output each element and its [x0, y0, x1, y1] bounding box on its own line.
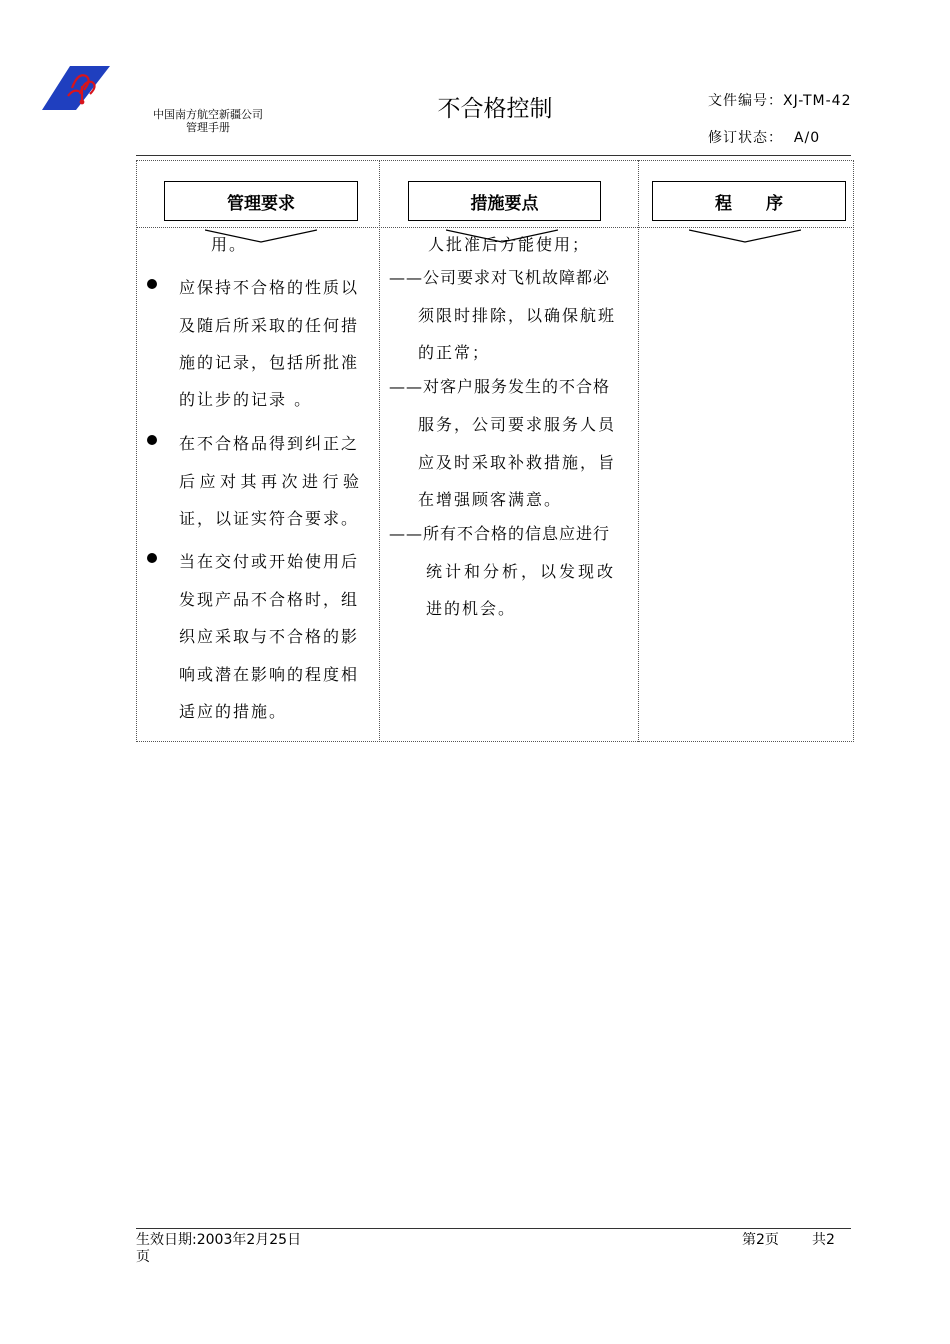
revision-value: A/0 [793, 130, 821, 146]
bullet-icon [147, 279, 157, 289]
requirement-line: 后应对其再次进行验 [179, 472, 364, 491]
measure-line: 的正常； [418, 343, 491, 362]
requirement-line: 及随后所采取的任何措 [179, 316, 360, 335]
requirement-line: 适应的措施。 [179, 702, 288, 721]
requirement-line: 施的记录，包括所批准 [179, 353, 360, 372]
document-number-value: XJ-TM-42 [783, 93, 852, 109]
effective-date: 生效日期:2003年2月25日 [136, 1232, 302, 1248]
measure-line: 应及时采取补救措施，旨 [418, 453, 617, 472]
column-divider-1 [379, 160, 380, 742]
measure-line: 进的机会。 [426, 599, 517, 618]
document-number [708, 94, 868, 109]
chevron-down-icon [689, 229, 801, 245]
requirement-line: 织应采取与不合格的影 [179, 627, 360, 646]
requirement-line: 用。 [211, 235, 248, 254]
requirement-line: 证，以证实符合要求。 [179, 509, 360, 528]
revision-status [708, 127, 868, 147]
page-title: 不合格控制 [437, 96, 553, 122]
footer-divider [136, 1228, 851, 1229]
requirement-line: 当在交付或开始使用后 [179, 552, 360, 571]
bullet-icon [147, 435, 157, 445]
company-line-2: 管理手册 [186, 121, 230, 134]
measure-line: 须限时排除，以确保航班 [418, 306, 617, 325]
measure-line: ——对客户服务发生的不合格 [389, 377, 611, 396]
column-header-key-measures: 措施要点 [408, 181, 601, 221]
requirement-line: 发现产品不合格时，组 [179, 590, 360, 609]
column-header-management-requirements: 管理要求 [164, 181, 358, 221]
bullet-icon [147, 553, 157, 563]
measure-line: ——公司要求对飞机故障都必 [389, 268, 611, 287]
measure-line: ——所有不合格的信息应进行 [389, 524, 611, 543]
header-divider [136, 155, 851, 156]
company-logo-icon [42, 64, 110, 112]
requirement-line: 在不合格品得到纠正之 [179, 434, 360, 453]
effective-date-tail: 页 [136, 1249, 150, 1265]
column-header-procedure: 程 序 [652, 181, 846, 221]
document-number-label: 文件编号： [708, 93, 783, 109]
measure-line: 人批准后方能使用； [428, 235, 591, 254]
page-total: 共2 [812, 1232, 835, 1248]
requirement-line: 应保持不合格的性质以 [179, 278, 360, 297]
measure-line: 服务，公司要求服务人员 [418, 415, 617, 434]
requirement-line: 响或潜在影响的程度相 [179, 665, 360, 684]
page-number: 第2页 [742, 1232, 779, 1248]
requirement-line: 的让步的记录 。 [179, 390, 313, 409]
measure-line: 在增强顾客满意。 [418, 490, 563, 509]
company-line-1: 中国南方航空新疆公司 [153, 108, 263, 121]
revision-label: 修订状态： [708, 130, 783, 146]
column-divider-2 [638, 160, 639, 742]
measure-line: 统计和分析，以发现改 [426, 562, 617, 581]
company-name [148, 108, 268, 134]
header-row-divider [136, 227, 854, 228]
